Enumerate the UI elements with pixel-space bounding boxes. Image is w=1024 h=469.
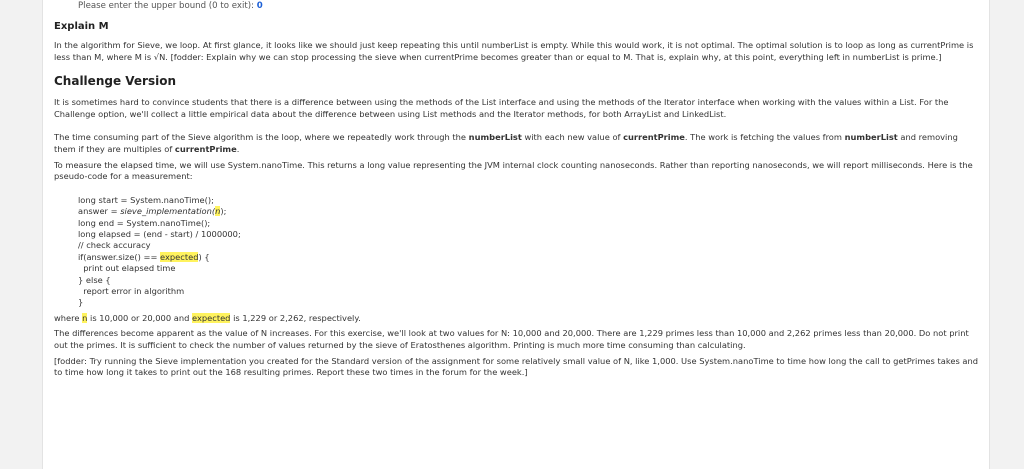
- code-line: }: [78, 297, 84, 308]
- elapsed-time-paragraph: To measure the elapsed time, we will use System.nanoTime. This returns a long value representing the JVM internal clock counting nanoseconds. Rather than reporting nanoseconds, we will report milliseconds. Here is the pseudo-code for a measurement:: [54, 159, 973, 182]
- document-content: [54, 0, 979, 387]
- time-consuming-paragraph: [54, 132, 979, 155]
- fodder-paragraph: [fodder: Try running the Sieve implementation you created for the Standard version of the assignment for some relatively small value of N, like 1,000. Use System.nanoTime to time how long the call to getPrimes takes and to time how long it takes to print out the 168 resulting primes. Report these two times in the forum for the week.]: [54, 355, 979, 378]
- text-span: where: [54, 312, 83, 323]
- text-span: . The work is fetching the values from: [684, 132, 845, 143]
- upper-bound-prompt: [54, 0, 979, 12]
- cut-off-text-line: [54, 383, 979, 387]
- highlighted-expected: expected: [192, 312, 231, 323]
- code-line: } else {: [78, 274, 111, 285]
- explain-m-paragraph: In the algorithm for Sieve, we loop. At first glance, it looks like we should just keep repeating this until numberList is empty. While this would work, it is not optimal. The optimal solution is to loop as long as currentPrime is less than M, where M is √N. [fodder: Explain why we can stop processing the sieve when currentPrime becomes greater than or equal to M. That is, explain why, at this point, everything left in numberList is prime.]: [54, 40, 974, 62]
- code-line: report error in algorithm: [78, 286, 185, 296]
- text-span: .: [236, 143, 240, 154]
- text-span: with each new value of: [521, 132, 624, 143]
- highlighted-expected: expected: [160, 251, 199, 262]
- code-line: [78, 206, 979, 217]
- code-line: long elapsed = (end - start) / 1000000;: [78, 228, 241, 239]
- code-line: [78, 252, 979, 263]
- code-line: print out elapsed time: [78, 263, 176, 274]
- current-prime-term: currentPrime: [174, 143, 237, 154]
- code-token: answer =: [78, 206, 121, 217]
- text-span: The time consuming part of the Sieve algorithm is the loop, where we repeatedly work through the: [54, 132, 469, 143]
- prompt-value: 0: [256, 1, 263, 11]
- text-span: and removing them if they are multiples of: [54, 132, 958, 154]
- document-page: [42, 0, 990, 469]
- highlighted-n: n: [215, 206, 221, 217]
- challenge-version-heading: Challenge Version: [54, 74, 176, 89]
- current-prime-term: currentPrime: [623, 132, 685, 143]
- challenge-intro-paragraph: It is sometimes hard to convince students that there is a difference between using the methods of the List interface and using the methods of the Iterator interface when working with the values within a List. For the Challenge option, we'll collect a little empirical data about the difference between using List methods and the Iterator methods, for both ArrayList and LinkedList.: [54, 97, 949, 119]
- code-line: long end = System.nanoTime();: [78, 217, 211, 228]
- number-list-term: numberList: [468, 132, 522, 143]
- text-span: is 1,229 or 2,262, respectively.: [230, 312, 361, 323]
- code-token: );: [220, 206, 227, 217]
- code-token: if(answer.size() ==: [78, 251, 161, 262]
- code-line: // check accuracy: [78, 240, 151, 251]
- prompt-label: Please enter the upper bound (0 to exit):: [78, 1, 257, 11]
- differences-paragraph: The differences become apparent as the value of N increases. For this exercise, we'll look at two values for N: 10,000 and 20,000. There are 1,229 primes less than 10,000 and 2,262 primes less than 20,000. Do not print out the primes. It is sufficient to check the number of values returned by the sieve of Eratosthenes algorithm. Printing is much more time consuming than calculating.: [54, 328, 969, 350]
- pseudo-code-block: [78, 195, 979, 309]
- where-paragraph: [54, 313, 979, 325]
- code-token: sieve_implementation(: [120, 206, 216, 217]
- highlighted-n: n: [82, 312, 88, 323]
- text-span: is 10,000 or 20,000 and: [87, 312, 193, 323]
- code-line: long start = System.nanoTime();: [78, 194, 214, 205]
- number-list-term: numberList: [844, 132, 898, 143]
- code-token: ) {: [198, 251, 210, 262]
- explain-m-heading: Explain M: [54, 21, 109, 32]
